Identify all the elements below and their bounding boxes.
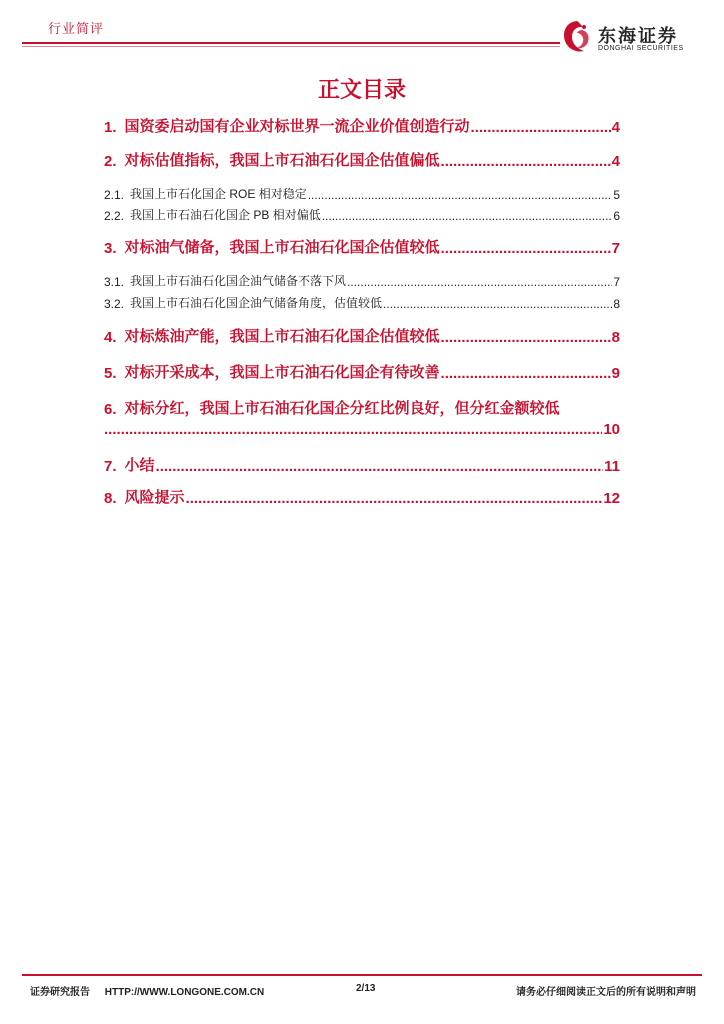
- toc-entry-number: 4.: [104, 329, 117, 346]
- toc-entry-page: 9: [611, 365, 620, 382]
- toc-entry-page: 4: [611, 119, 620, 136]
- logo-english-name: DONGHAI SECURITIES: [598, 45, 684, 52]
- toc-entry-number: 8.: [104, 490, 117, 507]
- toc-leader-dots: [322, 209, 613, 223]
- toc-entry-page: 12: [603, 490, 620, 507]
- toc-entry-number: 2.1.: [104, 188, 125, 202]
- toc-entry-label: 对标油气储备，我国上市石油石化国企估值较低: [124, 239, 440, 256]
- dragon-logo-icon: [560, 18, 594, 56]
- toc-entry-page: 8: [613, 297, 620, 311]
- toc-entry-label: 我国上市石油石化国企油气储备角度，估值较低: [130, 296, 383, 310]
- toc-entry-number: 6.: [104, 401, 117, 418]
- toc-entry-number: 7.: [104, 458, 117, 475]
- toc-entry-label: 国资委启动国有企业对标世界一流企业价值创造行动: [124, 118, 470, 135]
- logo-chinese-name: 东海证券: [598, 26, 678, 46]
- toc-leader-dots: [156, 458, 604, 475]
- toc-entry-8[interactable]: [104, 486, 620, 507]
- toc-entry-number: 1.: [104, 119, 117, 136]
- toc-entry-number: 3.: [104, 240, 117, 257]
- toc-entry-number: 3.2.: [104, 297, 125, 311]
- toc-entry-label: 风险提示: [124, 489, 185, 506]
- toc-entry-label: 我国上市石油石化国企 PB 相对偏低: [130, 208, 321, 222]
- toc-entry-page: 11: [604, 458, 620, 475]
- toc-leader-dots: [471, 119, 611, 136]
- toc-entry-3-2[interactable]: [104, 294, 620, 311]
- toc-entry-label: 对标开采成本，我国上市石油石化国企有待改善: [124, 364, 440, 381]
- toc-leader-dots: [441, 329, 611, 346]
- footer-rule: [22, 974, 702, 976]
- toc-entry-3[interactable]: [104, 236, 620, 257]
- toc-entry-label: 对标炼油产能，我国上市石油石化国企估值较低: [124, 328, 440, 345]
- footer-url-link[interactable]: HTTP://WWW.LONGONE.COM.CN: [104, 987, 265, 998]
- toc-entry-number: 2.: [104, 153, 117, 170]
- toc-leader-dots: [441, 365, 611, 382]
- toc-entry-label: 我国上市石油石化国企油气储备不落下风: [130, 274, 347, 288]
- page-number: 2/13: [356, 983, 376, 994]
- toc-leader-dots: [441, 240, 611, 257]
- toc-entry-6[interactable]: [104, 397, 620, 418]
- toc-entry-1[interactable]: [104, 115, 620, 136]
- toc-entry-label: 我国上市石化国企 ROE 相对稳定: [130, 187, 307, 201]
- toc-entry-number: 3.1.: [104, 275, 125, 289]
- footer-disclaimer: 请务必仔细阅读正文后的所有说明和声明: [516, 987, 696, 998]
- toc-entry-page: 7: [613, 275, 620, 289]
- toc-entry-page: 7: [611, 240, 620, 257]
- footer-left: [30, 983, 264, 998]
- toc-entry-label: 对标分红，我国上市石油石化国企分红比例良好，但分红金额较低: [124, 400, 560, 417]
- toc-entry-4[interactable]: [104, 325, 620, 346]
- toc-entry-5[interactable]: [104, 361, 620, 382]
- toc-entry-3-1[interactable]: [104, 272, 620, 289]
- toc-entry-page: 8: [611, 329, 620, 346]
- company-logo: [560, 18, 710, 58]
- toc-entry-label: 小结: [124, 457, 155, 474]
- toc-entry-6-continuation[interactable]: [104, 421, 620, 438]
- toc-entry-page: 6: [613, 209, 620, 223]
- toc-entry-2-1[interactable]: [104, 185, 620, 202]
- toc-leader-dots: [308, 188, 613, 202]
- footer-label: 证券研究报告: [30, 987, 90, 998]
- toc-entry-number: 2.2.: [104, 209, 125, 223]
- report-type-tag: 行业简评: [48, 21, 105, 36]
- toc-leader-dots: [441, 153, 611, 170]
- toc-entry-2-2[interactable]: [104, 206, 620, 223]
- toc-entry-7[interactable]: [104, 454, 620, 475]
- toc-leader-dots: [186, 490, 603, 507]
- toc-entry-page: 5: [613, 188, 620, 202]
- toc-entry-2[interactable]: [104, 149, 620, 170]
- toc-entry-page: 4: [611, 153, 620, 170]
- toc-entry-number: 5.: [104, 365, 117, 382]
- toc-leader-dots: [347, 275, 612, 289]
- toc-leader-dots: [383, 297, 612, 311]
- toc-title: 正文目录: [317, 77, 406, 102]
- toc-entry-label: 对标估值指标，我国上市石油石化国企估值偏低: [124, 152, 440, 169]
- toc-entry-page: 10: [603, 421, 620, 438]
- toc-leader-dots: [104, 421, 602, 438]
